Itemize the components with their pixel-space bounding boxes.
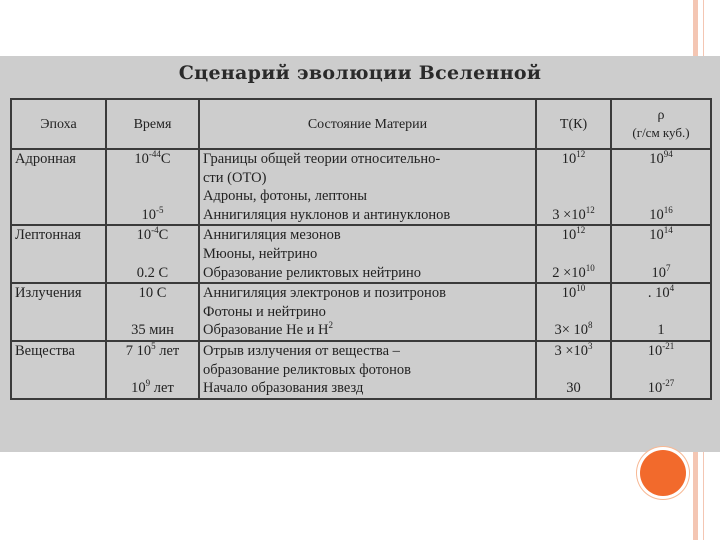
temperature-value: 3 ×10 bbox=[552, 206, 586, 223]
table-row bbox=[11, 149, 711, 169]
time-value: 10 С bbox=[138, 285, 167, 302]
density-exponent: 14 bbox=[663, 225, 673, 236]
era-text: Излучения bbox=[15, 285, 82, 302]
scanned-table-image bbox=[0, 56, 720, 452]
cell-state bbox=[199, 379, 536, 399]
cell-temperature bbox=[536, 303, 611, 322]
cell-temperature bbox=[536, 206, 611, 226]
density-value: 10 bbox=[649, 227, 664, 244]
density-exponent: 94 bbox=[663, 149, 673, 160]
cell-temperature bbox=[536, 245, 611, 264]
cell-time bbox=[106, 321, 199, 341]
temperature-exponent: 8 bbox=[588, 320, 593, 331]
decorative-orange-circle bbox=[640, 450, 686, 496]
time-unit: лет bbox=[155, 342, 180, 359]
cell-temperature bbox=[536, 149, 611, 169]
table-header-row bbox=[11, 99, 711, 149]
cell-density bbox=[611, 361, 711, 380]
temperature-exponent: 10 bbox=[585, 262, 595, 273]
cell-era bbox=[11, 264, 106, 284]
time-value: 7 10 bbox=[125, 342, 152, 359]
cell-time bbox=[106, 187, 199, 206]
density-exponent: 16 bbox=[663, 204, 673, 215]
cell-time bbox=[106, 149, 199, 169]
era-text: Лептонная bbox=[15, 227, 81, 244]
state-text: Фотоны и нейтрино bbox=[203, 303, 326, 320]
density-value: 1 bbox=[657, 322, 665, 339]
cell-time bbox=[106, 206, 199, 226]
state-text: Аннигиляция мезонов bbox=[203, 227, 341, 244]
cell-era bbox=[11, 187, 106, 206]
table-row bbox=[11, 169, 711, 188]
cell-density bbox=[611, 264, 711, 284]
state-text: Аннигиляция нуклонов и антинуклонов bbox=[203, 206, 451, 223]
header-state: Состояние Материи bbox=[199, 99, 536, 149]
cell-era bbox=[11, 169, 106, 188]
density-value: 10 bbox=[649, 151, 664, 167]
state-text: Образование Не и Н bbox=[203, 322, 329, 339]
cell-density bbox=[611, 341, 711, 361]
cell-era bbox=[11, 283, 106, 303]
cell-era bbox=[11, 149, 106, 169]
cell-temperature bbox=[536, 264, 611, 284]
time-unit: лет bbox=[150, 380, 174, 397]
cell-density bbox=[611, 149, 711, 169]
cell-density bbox=[611, 225, 711, 245]
density-exponent: -27 bbox=[662, 378, 675, 389]
header-temperature: Т(К) bbox=[536, 99, 611, 149]
header-density-unit: (г/см куб.) bbox=[632, 125, 690, 140]
state-text: Отрыв излучения от вещества – bbox=[203, 342, 400, 359]
cell-density bbox=[611, 303, 711, 322]
temperature-exponent: 12 bbox=[585, 204, 595, 215]
evolution-table bbox=[10, 98, 712, 400]
era-text: Адронная bbox=[15, 151, 76, 167]
table-row bbox=[11, 321, 711, 341]
time-exponent: -5 bbox=[156, 204, 164, 215]
density-value: 10 bbox=[647, 380, 663, 397]
density-exponent: 4 bbox=[669, 283, 675, 294]
table-row bbox=[11, 379, 711, 399]
state-text: Образование реликтовых нейтрино bbox=[203, 264, 421, 281]
cell-time bbox=[106, 245, 199, 264]
header-density bbox=[611, 99, 711, 149]
cell-temperature bbox=[536, 321, 611, 341]
time-value: 10 bbox=[136, 227, 152, 244]
table-row bbox=[11, 245, 711, 264]
cell-time bbox=[106, 264, 199, 284]
cell-era bbox=[11, 379, 106, 399]
temperature-value: 2 ×10 bbox=[552, 264, 586, 281]
temperature-exponent: 12 bbox=[576, 149, 586, 160]
time-exponent: -44 bbox=[148, 149, 161, 160]
header-time: Время bbox=[106, 99, 199, 149]
cell-state bbox=[199, 321, 536, 341]
cell-temperature bbox=[536, 283, 611, 303]
header-era: Эпоха bbox=[11, 99, 106, 149]
cell-time bbox=[106, 361, 199, 380]
time-unit: С bbox=[160, 151, 171, 167]
time-exponent: 9 bbox=[145, 378, 151, 389]
cell-temperature bbox=[536, 341, 611, 361]
state-exponent: 2 bbox=[328, 320, 333, 331]
density-value: 10 bbox=[649, 206, 664, 223]
cell-era bbox=[11, 225, 106, 245]
table-title: Сценарий эволюции Вселенной bbox=[178, 62, 542, 84]
table-row bbox=[11, 341, 711, 361]
state-text: образование реликтовых фотонов bbox=[203, 361, 411, 378]
density-value: 10 bbox=[651, 264, 666, 281]
time-value: 10 bbox=[131, 380, 146, 397]
cell-time bbox=[106, 379, 199, 399]
cell-time bbox=[106, 303, 199, 322]
temperature-value: 10 bbox=[561, 285, 577, 302]
cell-era bbox=[11, 321, 106, 341]
cell-state bbox=[199, 264, 536, 284]
cell-density bbox=[611, 379, 711, 399]
density-exponent: 7 bbox=[666, 262, 671, 273]
time-value: 10 bbox=[134, 151, 149, 167]
cell-density bbox=[611, 187, 711, 206]
cell-state bbox=[199, 169, 536, 188]
time-value: 35 мин bbox=[131, 322, 174, 339]
table-row bbox=[11, 225, 711, 245]
time-exponent: -4 bbox=[151, 225, 159, 236]
temperature-value: 30 bbox=[566, 380, 581, 397]
time-value: 10 bbox=[141, 206, 156, 223]
cell-state bbox=[199, 283, 536, 303]
state-text: Начало образования звезд bbox=[203, 380, 364, 397]
state-text: Аннигиляция электронов и позитронов bbox=[203, 285, 446, 302]
cell-temperature bbox=[536, 225, 611, 245]
state-text: сти (ОТО) bbox=[203, 169, 267, 186]
state-text: Границы общей теории относительно- bbox=[203, 151, 441, 167]
cell-state bbox=[199, 206, 536, 226]
cell-state bbox=[199, 341, 536, 361]
cell-time bbox=[106, 169, 199, 188]
time-unit: С bbox=[158, 227, 169, 244]
cell-temperature bbox=[536, 361, 611, 380]
cell-temperature bbox=[536, 187, 611, 206]
cell-density bbox=[611, 206, 711, 226]
state-text: Мюоны, нейтрино bbox=[203, 245, 318, 262]
cell-time bbox=[106, 341, 199, 361]
era-text: Вещества bbox=[15, 342, 75, 359]
temperature-value: 10 bbox=[561, 151, 577, 167]
density-exponent: -21 bbox=[662, 341, 675, 352]
temperature-exponent: 3 bbox=[588, 341, 593, 352]
temperature-value: 3 ×10 bbox=[554, 342, 589, 359]
cell-density bbox=[611, 169, 711, 188]
cell-state bbox=[199, 187, 536, 206]
cell-era bbox=[11, 206, 106, 226]
cell-state bbox=[199, 149, 536, 169]
temperature-value: 10 bbox=[561, 227, 577, 244]
cell-temperature bbox=[536, 169, 611, 188]
table-row bbox=[11, 303, 711, 322]
cell-era bbox=[11, 341, 106, 361]
temperature-exponent: 10 bbox=[576, 283, 586, 294]
cell-density bbox=[611, 321, 711, 341]
table-row bbox=[11, 264, 711, 284]
cell-density bbox=[611, 283, 711, 303]
header-density-symbol: ρ bbox=[657, 108, 665, 123]
cell-era bbox=[11, 245, 106, 264]
cell-state bbox=[199, 225, 536, 245]
cell-state bbox=[199, 361, 536, 380]
temperature-value: 3× 10 bbox=[554, 322, 589, 339]
table-row bbox=[11, 283, 711, 303]
temperature-exponent: 12 bbox=[576, 225, 586, 236]
table-row bbox=[11, 361, 711, 380]
state-text: Адроны, фотоны, лептоны bbox=[203, 188, 368, 205]
table-row bbox=[11, 206, 711, 226]
time-exponent: 5 bbox=[151, 341, 156, 352]
cell-era bbox=[11, 303, 106, 322]
cell-era bbox=[11, 361, 106, 380]
cell-time bbox=[106, 225, 199, 245]
density-value: . 10 bbox=[647, 285, 670, 302]
cell-density bbox=[611, 245, 711, 264]
cell-state bbox=[199, 303, 536, 322]
density-value: 10 bbox=[647, 342, 663, 359]
time-value: 0.2 С bbox=[136, 264, 169, 281]
cell-state bbox=[199, 245, 536, 264]
table-row bbox=[11, 187, 711, 206]
cell-temperature bbox=[536, 379, 611, 399]
cell-time bbox=[106, 283, 199, 303]
